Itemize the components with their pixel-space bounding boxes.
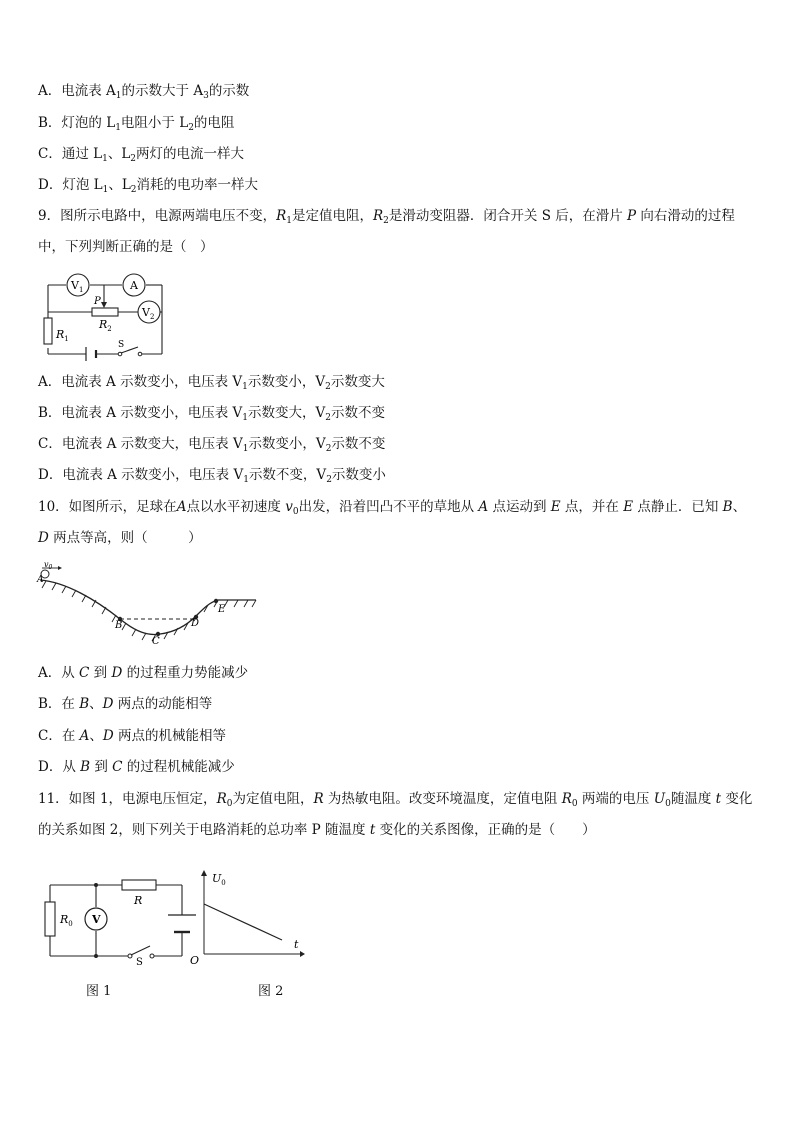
- text: B．灯泡的 L: [38, 115, 116, 131]
- q10-option-b: [38, 695, 212, 713]
- text: 是定值电阻，: [292, 208, 373, 224]
- r0-label: $R_0$: [60, 913, 73, 928]
- c-label: C: [152, 636, 160, 647]
- junction-dot: [94, 954, 98, 958]
- text: 到: [89, 665, 112, 681]
- text: 1: [102, 185, 109, 195]
- terrain-diagram: [36, 560, 262, 650]
- text: U: [653, 791, 666, 807]
- q9-option-d: [38, 466, 386, 484]
- q8-option-c: [38, 145, 244, 163]
- text: E: [550, 499, 561, 515]
- q11-figure-2: [184, 868, 306, 968]
- text: 消耗的电功率一样大: [136, 177, 259, 193]
- b-label: B: [115, 620, 123, 631]
- text: 、L: [108, 177, 131, 193]
- text: 的过程重力势能减少: [122, 665, 249, 681]
- text: B: [79, 696, 90, 712]
- text: C．电流表 A 示数变大，电压表 V: [38, 436, 243, 452]
- v-label: V: [92, 913, 101, 926]
- text: 3: [203, 91, 209, 101]
- a-label: A: [130, 279, 138, 292]
- figure-1-caption: 图 1: [86, 984, 112, 999]
- text: 9．图所示电路中，电源两端电压不变，: [38, 208, 277, 224]
- text: 示数变小: [331, 467, 386, 483]
- v0-label: $v_0$: [44, 560, 53, 571]
- text: 示数变大: [330, 374, 385, 390]
- text: R: [313, 791, 324, 807]
- x-axis-label: t: [294, 938, 299, 951]
- text: t: [715, 791, 722, 807]
- q9-stem-line1: [38, 207, 735, 225]
- text: 点运动到: [488, 499, 551, 515]
- q9-option-b: [38, 404, 385, 422]
- text: A．从: [38, 665, 80, 681]
- text: 示数变大，V: [248, 405, 326, 421]
- figure-2-caption: 图 2: [258, 984, 284, 999]
- text: 两点等高，则（ ）: [48, 530, 202, 546]
- text: 点，并在: [560, 499, 624, 515]
- text: D．从: [38, 759, 81, 775]
- text: D: [38, 530, 49, 546]
- rheostat-r2-icon: [92, 308, 118, 316]
- thermistor-r-icon: [122, 880, 156, 890]
- text: 的电阻: [193, 115, 235, 131]
- text: A: [79, 728, 90, 744]
- q9-option-c: [38, 435, 385, 453]
- text: 10．如图所示，足球在: [38, 499, 177, 515]
- text: 2: [325, 444, 332, 454]
- u0-line: [204, 904, 282, 940]
- text: 0: [226, 799, 233, 809]
- resistor-r0-icon: [45, 902, 55, 936]
- text: 示数不变: [331, 436, 386, 452]
- x-axis-arrow-icon: [300, 951, 305, 957]
- circuit-diagram: [40, 268, 170, 363]
- text: P: [627, 208, 637, 224]
- text: B．在: [38, 696, 80, 712]
- y-axis-label: $U_0$: [212, 872, 226, 887]
- u0-t-graph: [184, 868, 306, 968]
- text: 电阻小于 L: [120, 115, 189, 131]
- text: D: [102, 696, 114, 712]
- text: C．在: [38, 728, 80, 744]
- text: 1: [242, 444, 249, 454]
- text: D: [102, 728, 114, 744]
- q8-option-a: [38, 82, 249, 100]
- text: C: [112, 759, 123, 775]
- text: 、: [89, 728, 103, 744]
- origin-label: O: [190, 954, 200, 967]
- text: 点静止．已知: [633, 499, 723, 515]
- s-label: S: [118, 340, 125, 350]
- q11-stem-line1: [38, 790, 752, 808]
- junction-dot: [94, 883, 98, 887]
- e-label: E: [218, 604, 226, 615]
- text: 0: [292, 507, 299, 517]
- text: B: [80, 759, 91, 775]
- q9-option-a: [38, 373, 385, 391]
- slider-arrow-icon: [101, 302, 107, 308]
- text: 两点的动能相等: [113, 696, 213, 712]
- text: 变化的关系图像，正确的是（ ）: [375, 822, 596, 838]
- text: 2: [325, 413, 332, 423]
- text: 向右滑动的过程: [636, 208, 735, 224]
- text: A．电流表 A: [38, 83, 116, 99]
- q9-stem-line2: [38, 238, 214, 256]
- q11-figure-1: [40, 872, 200, 967]
- text: 的关系如图 2，则下列关于电路消耗的总功率 P 随温度: [38, 822, 370, 838]
- text: 1: [242, 413, 249, 423]
- text: E: [623, 499, 634, 515]
- v2-label: $V_2$: [142, 306, 155, 321]
- text: 2: [188, 123, 194, 133]
- text: 11．如图 1，电源电压恒定，: [38, 791, 217, 807]
- text: 的示数大于 A: [121, 83, 204, 99]
- text: 出发，沿着凹凸不平的草地从: [298, 499, 479, 515]
- text: 两灯的电流一样大: [136, 146, 245, 162]
- q8-option-d: [38, 176, 258, 194]
- text: 为热敏电阻。改变环境温度，定值电阻: [323, 791, 562, 807]
- text: 示数不变，V: [248, 467, 327, 483]
- text: D: [111, 665, 123, 681]
- text: 两点的机械能相等: [113, 728, 226, 744]
- text: C．通过 L: [38, 146, 103, 162]
- text: 、: [732, 499, 747, 515]
- text: 1: [286, 216, 292, 226]
- r2-label: $R_2$: [99, 318, 112, 333]
- text: 1: [102, 154, 108, 164]
- text: t: [369, 822, 376, 838]
- text: 示数不变: [331, 405, 386, 421]
- text: A: [176, 499, 187, 515]
- q9-circuit-figure: [40, 268, 170, 363]
- text: 0: [571, 799, 578, 809]
- q10-option-d: [38, 758, 235, 776]
- text: A．电流表 A 示数变小，电压表 V: [38, 374, 243, 390]
- text: 2: [326, 475, 332, 485]
- text: 示数变小，V: [248, 436, 326, 452]
- text: R: [276, 208, 287, 224]
- d-label: D: [191, 618, 200, 629]
- text: 是滑动变阻器．闭合开关 S 后，在滑片: [388, 208, 628, 224]
- resistor-r1-icon: [44, 318, 52, 344]
- text: 1: [243, 475, 249, 485]
- s-label: S: [136, 957, 143, 967]
- a-label: A: [37, 575, 44, 585]
- text: 2: [325, 382, 331, 392]
- q10-option-a: [38, 664, 248, 682]
- text: 变化: [721, 791, 753, 807]
- text: 2: [130, 185, 137, 195]
- q8-option-b: [38, 114, 234, 132]
- text: v: [285, 499, 293, 515]
- text: R: [373, 208, 384, 224]
- text: A: [478, 499, 489, 515]
- q10-stem-line1: [38, 498, 746, 516]
- text: 1: [242, 382, 248, 392]
- text: B: [722, 499, 733, 515]
- text: B．电流表 A 示数变小，电压表 V: [38, 405, 243, 421]
- q11-stem-line2: [38, 821, 596, 839]
- text: 、: [89, 696, 103, 712]
- text: 1: [115, 91, 122, 101]
- text: D．电流表 A 示数变小，电压表 V: [38, 467, 244, 483]
- p-label: P: [94, 296, 101, 307]
- v1-label: $V_1$: [71, 279, 84, 294]
- circuit-diagram: [40, 872, 200, 967]
- text: 两端的电压: [577, 791, 654, 807]
- text: 2: [130, 154, 137, 164]
- q10-stem-line2: [38, 529, 202, 547]
- text: 的过程机械能减少: [122, 759, 235, 775]
- text: 2: [383, 216, 389, 226]
- text: D．灯泡 L: [38, 177, 103, 193]
- text: 随温度: [670, 791, 716, 807]
- text: 的示数: [208, 83, 250, 99]
- text: 示数变小，V: [247, 374, 326, 390]
- text: C: [79, 665, 90, 681]
- text: R: [561, 791, 572, 807]
- text: 0: [665, 799, 671, 809]
- text: 、L: [107, 146, 131, 162]
- text: 点以水平初速度: [186, 499, 286, 515]
- q10-terrain-figure: [36, 560, 262, 650]
- r-label: R: [134, 894, 143, 907]
- text: 到: [90, 759, 113, 775]
- text: R: [216, 791, 227, 807]
- y-axis-arrow-icon: [201, 870, 207, 876]
- q10-option-c: [38, 727, 226, 745]
- text: 为定值电阻，: [232, 791, 314, 807]
- r1-label: $R_1$: [56, 328, 69, 343]
- text: 1: [115, 123, 121, 133]
- point-e: [214, 599, 218, 603]
- text: 中，下列判断正确的是（ ）: [38, 239, 214, 255]
